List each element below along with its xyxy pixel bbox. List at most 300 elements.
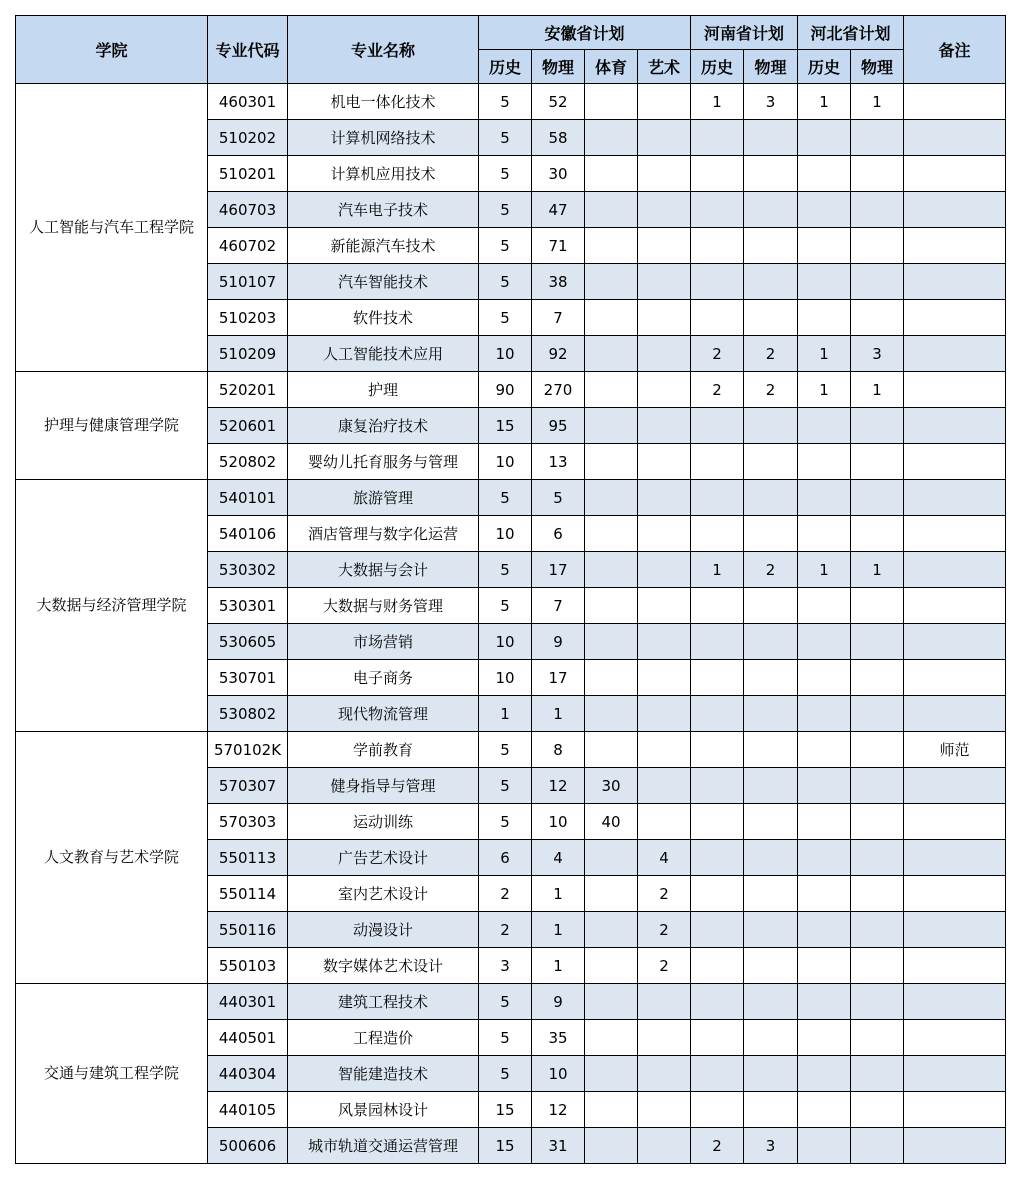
major-code-cell: 530701 (208, 660, 288, 696)
major-name-cell: 新能源汽车技术 (288, 228, 479, 264)
anhui-sports-cell (585, 336, 638, 372)
header-major-code: 专业代码 (208, 16, 288, 84)
anhui-physics-cell: 7 (532, 300, 585, 336)
anhui-physics-cell: 92 (532, 336, 585, 372)
hebei-history-cell (798, 156, 851, 192)
hebei-physics-cell (851, 1128, 904, 1164)
hebei-history-cell (798, 1056, 851, 1092)
major-name-cell: 数字媒体艺术设计 (288, 948, 479, 984)
hebei-history-cell (798, 516, 851, 552)
hebei-physics-cell (851, 300, 904, 336)
henan-physics-cell (744, 1092, 798, 1128)
remark-cell (904, 840, 1006, 876)
remark-cell (904, 480, 1006, 516)
major-name-cell: 康复治疗技术 (288, 408, 479, 444)
major-name-cell: 大数据与财务管理 (288, 588, 479, 624)
henan-history-cell (691, 948, 744, 984)
anhui-sports-cell (585, 192, 638, 228)
henan-history-cell (691, 696, 744, 732)
remark-cell (904, 516, 1006, 552)
remark-cell (904, 336, 1006, 372)
major-name-cell: 护理 (288, 372, 479, 408)
anhui-physics-cell: 4 (532, 840, 585, 876)
anhui-art-cell: 2 (638, 912, 691, 948)
henan-history-cell (691, 264, 744, 300)
major-code-cell: 520201 (208, 372, 288, 408)
hebei-history-cell (798, 408, 851, 444)
hebei-physics-cell (851, 516, 904, 552)
table-row (16, 372, 1006, 408)
major-code-cell: 530605 (208, 624, 288, 660)
anhui-physics-cell: 17 (532, 552, 585, 588)
anhui-sports-cell (585, 1020, 638, 1056)
henan-history-cell (691, 876, 744, 912)
major-name-cell: 工程造价 (288, 1020, 479, 1056)
hebei-history-cell (798, 912, 851, 948)
henan-physics-cell (744, 876, 798, 912)
henan-history-cell (691, 228, 744, 264)
anhui-sports-cell (585, 840, 638, 876)
anhui-sports-cell (585, 732, 638, 768)
hebei-history-cell (798, 768, 851, 804)
henan-physics-cell: 3 (744, 84, 798, 120)
major-code-cell: 500606 (208, 1128, 288, 1164)
hebei-physics-cell (851, 156, 904, 192)
hebei-physics-cell (851, 444, 904, 480)
anhui-physics-cell: 10 (532, 804, 585, 840)
major-code-cell: 530301 (208, 588, 288, 624)
henan-physics-cell (744, 984, 798, 1020)
header-anhui-history: 历史 (479, 50, 532, 84)
major-code-cell: 440501 (208, 1020, 288, 1056)
hebei-physics-cell (851, 120, 904, 156)
major-code-cell: 510201 (208, 156, 288, 192)
header-anhui-physics: 物理 (532, 50, 585, 84)
hebei-physics-cell (851, 264, 904, 300)
anhui-physics-cell: 47 (532, 192, 585, 228)
remark-cell (904, 120, 1006, 156)
remark-cell (904, 1020, 1006, 1056)
hebei-history-cell (798, 984, 851, 1020)
major-code-cell: 510107 (208, 264, 288, 300)
remark-cell: 师范 (904, 732, 1006, 768)
header-anhui-art: 艺术 (638, 50, 691, 84)
major-name-cell: 计算机网络技术 (288, 120, 479, 156)
henan-physics-cell (744, 480, 798, 516)
anhui-physics-cell: 1 (532, 696, 585, 732)
henan-physics-cell (744, 1020, 798, 1056)
anhui-art-cell (638, 624, 691, 660)
remark-cell (904, 372, 1006, 408)
anhui-sports-cell (585, 1092, 638, 1128)
henan-physics-cell: 3 (744, 1128, 798, 1164)
henan-physics-cell: 2 (744, 336, 798, 372)
anhui-art-cell (638, 804, 691, 840)
henan-history-cell (691, 804, 744, 840)
college-cell: 交通与建筑工程学院 (16, 984, 208, 1164)
header-remark: 备注 (904, 16, 1006, 84)
anhui-art-cell: 4 (638, 840, 691, 876)
remark-cell (904, 84, 1006, 120)
anhui-sports-cell (585, 300, 638, 336)
hebei-history-cell (798, 660, 851, 696)
henan-history-cell (691, 732, 744, 768)
anhui-art-cell (638, 228, 691, 264)
major-name-cell: 婴幼儿托育服务与管理 (288, 444, 479, 480)
anhui-art-cell (638, 480, 691, 516)
remark-cell (904, 768, 1006, 804)
major-name-cell: 建筑工程技术 (288, 984, 479, 1020)
hebei-physics-cell (851, 768, 904, 804)
header-henan-physics: 物理 (744, 50, 798, 84)
anhui-art-cell (638, 1020, 691, 1056)
anhui-art-cell (638, 264, 691, 300)
major-code-cell: 550103 (208, 948, 288, 984)
hebei-history-cell (798, 264, 851, 300)
major-code-cell: 550114 (208, 876, 288, 912)
major-name-cell: 计算机应用技术 (288, 156, 479, 192)
major-code-cell: 550116 (208, 912, 288, 948)
anhui-physics-cell: 12 (532, 768, 585, 804)
anhui-sports-cell (585, 228, 638, 264)
henan-physics-cell (744, 408, 798, 444)
henan-physics-cell: 2 (744, 552, 798, 588)
hebei-history-cell (798, 732, 851, 768)
anhui-sports-cell (585, 480, 638, 516)
major-name-cell: 广告艺术设计 (288, 840, 479, 876)
remark-cell (904, 1056, 1006, 1092)
henan-history-cell (691, 480, 744, 516)
anhui-sports-cell (585, 84, 638, 120)
anhui-physics-cell: 17 (532, 660, 585, 696)
header-anhui-plan: 安徽省计划 (479, 16, 691, 50)
college-cell: 大数据与经济管理学院 (16, 480, 208, 732)
major-code-cell: 550113 (208, 840, 288, 876)
hebei-physics-cell (851, 876, 904, 912)
anhui-history-cell: 10 (479, 444, 532, 480)
henan-history-cell (691, 840, 744, 876)
anhui-physics-cell: 1 (532, 876, 585, 912)
hebei-physics-cell (851, 1092, 904, 1128)
header-hebei-physics: 物理 (851, 50, 904, 84)
anhui-physics-cell: 9 (532, 984, 585, 1020)
anhui-history-cell: 5 (479, 156, 532, 192)
henan-physics-cell (744, 660, 798, 696)
major-code-cell: 570307 (208, 768, 288, 804)
hebei-physics-cell (851, 948, 904, 984)
remark-cell (904, 444, 1006, 480)
henan-history-cell: 2 (691, 372, 744, 408)
henan-history-cell (691, 408, 744, 444)
anhui-history-cell: 5 (479, 480, 532, 516)
major-code-cell: 570303 (208, 804, 288, 840)
henan-physics-cell: 2 (744, 372, 798, 408)
major-code-cell: 540106 (208, 516, 288, 552)
major-name-cell: 现代物流管理 (288, 696, 479, 732)
header-anhui-sports: 体育 (585, 50, 638, 84)
hebei-physics-cell (851, 588, 904, 624)
henan-history-cell (691, 1056, 744, 1092)
anhui-sports-cell (585, 408, 638, 444)
remark-cell (904, 1092, 1006, 1128)
anhui-history-cell: 5 (479, 732, 532, 768)
henan-history-cell (691, 516, 744, 552)
henan-physics-cell (744, 948, 798, 984)
hebei-physics-cell: 1 (851, 372, 904, 408)
hebei-history-cell (798, 192, 851, 228)
anhui-art-cell (638, 588, 691, 624)
anhui-sports-cell (585, 588, 638, 624)
anhui-art-cell (638, 1128, 691, 1164)
anhui-sports-cell (585, 1056, 638, 1092)
major-name-cell: 汽车电子技术 (288, 192, 479, 228)
henan-history-cell: 1 (691, 552, 744, 588)
hebei-history-cell (798, 1020, 851, 1056)
anhui-physics-cell: 30 (532, 156, 585, 192)
henan-history-cell (691, 1092, 744, 1128)
henan-physics-cell (744, 300, 798, 336)
anhui-sports-cell (585, 444, 638, 480)
hebei-physics-cell (851, 912, 904, 948)
header-henan-history: 历史 (691, 50, 744, 84)
anhui-physics-cell: 6 (532, 516, 585, 552)
anhui-physics-cell: 5 (532, 480, 585, 516)
major-name-cell: 城市轨道交通运营管理 (288, 1128, 479, 1164)
major-name-cell: 智能建造技术 (288, 1056, 479, 1092)
anhui-history-cell: 15 (479, 1128, 532, 1164)
anhui-history-cell: 5 (479, 984, 532, 1020)
anhui-physics-cell: 1 (532, 912, 585, 948)
hebei-physics-cell (851, 840, 904, 876)
major-name-cell: 学前教育 (288, 732, 479, 768)
hebei-physics-cell (851, 732, 904, 768)
henan-history-cell (691, 444, 744, 480)
hebei-physics-cell (851, 660, 904, 696)
hebei-physics-cell: 1 (851, 552, 904, 588)
hebei-history-cell: 1 (798, 552, 851, 588)
henan-history-cell (691, 984, 744, 1020)
henan-history-cell (691, 156, 744, 192)
hebei-physics-cell (851, 984, 904, 1020)
major-code-cell: 440304 (208, 1056, 288, 1092)
hebei-history-cell: 1 (798, 336, 851, 372)
henan-physics-cell (744, 228, 798, 264)
henan-physics-cell (744, 804, 798, 840)
major-name-cell: 大数据与会计 (288, 552, 479, 588)
anhui-history-cell: 5 (479, 1056, 532, 1092)
henan-physics-cell (744, 192, 798, 228)
henan-history-cell (691, 192, 744, 228)
hebei-physics-cell: 1 (851, 84, 904, 120)
hebei-history-cell (798, 300, 851, 336)
major-code-cell: 460702 (208, 228, 288, 264)
hebei-physics-cell (851, 480, 904, 516)
remark-cell (904, 804, 1006, 840)
henan-history-cell (691, 624, 744, 660)
major-name-cell: 机电一体化技术 (288, 84, 479, 120)
anhui-art-cell (638, 372, 691, 408)
remark-cell (904, 264, 1006, 300)
anhui-sports-cell (585, 876, 638, 912)
henan-history-cell (691, 588, 744, 624)
henan-physics-cell (744, 120, 798, 156)
remark-cell (904, 588, 1006, 624)
anhui-physics-cell: 71 (532, 228, 585, 264)
anhui-physics-cell: 9 (532, 624, 585, 660)
hebei-physics-cell (851, 228, 904, 264)
anhui-history-cell: 15 (479, 1092, 532, 1128)
table-row (16, 732, 1006, 768)
anhui-physics-cell: 8 (532, 732, 585, 768)
henan-physics-cell (744, 264, 798, 300)
anhui-history-cell: 5 (479, 588, 532, 624)
anhui-physics-cell: 13 (532, 444, 585, 480)
hebei-physics-cell (851, 696, 904, 732)
hebei-history-cell (798, 588, 851, 624)
anhui-art-cell (638, 156, 691, 192)
anhui-sports-cell (585, 156, 638, 192)
anhui-sports-cell (585, 624, 638, 660)
hebei-physics-cell (851, 624, 904, 660)
major-name-cell: 旅游管理 (288, 480, 479, 516)
anhui-sports-cell (585, 552, 638, 588)
major-code-cell: 530302 (208, 552, 288, 588)
anhui-sports-cell: 30 (585, 768, 638, 804)
major-code-cell: 440105 (208, 1092, 288, 1128)
anhui-history-cell: 5 (479, 192, 532, 228)
anhui-physics-cell: 12 (532, 1092, 585, 1128)
major-name-cell: 室内艺术设计 (288, 876, 479, 912)
anhui-art-cell (638, 84, 691, 120)
major-code-cell: 440301 (208, 984, 288, 1020)
college-cell: 人文教育与艺术学院 (16, 732, 208, 984)
major-name-cell: 运动训练 (288, 804, 479, 840)
major-name-cell: 市场营销 (288, 624, 479, 660)
major-code-cell: 520802 (208, 444, 288, 480)
henan-physics-cell (744, 588, 798, 624)
hebei-history-cell (798, 1092, 851, 1128)
header-major-name: 专业名称 (288, 16, 479, 84)
anhui-physics-cell: 270 (532, 372, 585, 408)
anhui-art-cell (638, 660, 691, 696)
anhui-art-cell (638, 408, 691, 444)
anhui-art-cell (638, 120, 691, 156)
anhui-sports-cell (585, 120, 638, 156)
remark-cell (904, 300, 1006, 336)
remark-cell (904, 984, 1006, 1020)
hebei-history-cell: 1 (798, 372, 851, 408)
anhui-sports-cell: 40 (585, 804, 638, 840)
henan-physics-cell (744, 516, 798, 552)
henan-history-cell (691, 300, 744, 336)
remark-cell (904, 948, 1006, 984)
major-name-cell: 人工智能技术应用 (288, 336, 479, 372)
anhui-physics-cell: 1 (532, 948, 585, 984)
anhui-sports-cell (585, 948, 638, 984)
header-hebei-history: 历史 (798, 50, 851, 84)
anhui-physics-cell: 58 (532, 120, 585, 156)
anhui-history-cell: 10 (479, 660, 532, 696)
henan-physics-cell (744, 912, 798, 948)
remark-cell (904, 876, 1006, 912)
anhui-sports-cell (585, 264, 638, 300)
major-name-cell: 健身指导与管理 (288, 768, 479, 804)
major-code-cell: 510202 (208, 120, 288, 156)
anhui-sports-cell (585, 372, 638, 408)
table-row (16, 480, 1006, 516)
anhui-sports-cell (585, 912, 638, 948)
hebei-physics-cell (851, 804, 904, 840)
henan-physics-cell (744, 156, 798, 192)
anhui-art-cell (638, 1092, 691, 1128)
major-code-cell: 460301 (208, 84, 288, 120)
anhui-history-cell: 10 (479, 516, 532, 552)
anhui-art-cell: 2 (638, 876, 691, 912)
henan-physics-cell (744, 840, 798, 876)
remark-cell (904, 192, 1006, 228)
major-code-cell: 570102K (208, 732, 288, 768)
hebei-history-cell (798, 444, 851, 480)
henan-history-cell (691, 912, 744, 948)
anhui-physics-cell: 35 (532, 1020, 585, 1056)
anhui-history-cell: 5 (479, 84, 532, 120)
anhui-history-cell: 6 (479, 840, 532, 876)
table-body (16, 84, 1006, 1164)
anhui-history-cell: 15 (479, 408, 532, 444)
henan-physics-cell (744, 732, 798, 768)
major-code-cell: 520601 (208, 408, 288, 444)
anhui-history-cell: 2 (479, 876, 532, 912)
anhui-physics-cell: 7 (532, 588, 585, 624)
hebei-history-cell: 1 (798, 84, 851, 120)
hebei-history-cell (798, 228, 851, 264)
remark-cell (904, 696, 1006, 732)
henan-physics-cell (744, 624, 798, 660)
anhui-physics-cell: 31 (532, 1128, 585, 1164)
anhui-art-cell (638, 984, 691, 1020)
remark-cell (904, 156, 1006, 192)
major-name-cell: 汽车智能技术 (288, 264, 479, 300)
henan-history-cell (691, 660, 744, 696)
major-name-cell: 酒店管理与数字化运营 (288, 516, 479, 552)
major-code-cell: 460703 (208, 192, 288, 228)
hebei-history-cell (798, 840, 851, 876)
remark-cell (904, 660, 1006, 696)
hebei-history-cell (798, 1128, 851, 1164)
anhui-art-cell (638, 696, 691, 732)
anhui-physics-cell: 52 (532, 84, 585, 120)
anhui-physics-cell: 10 (532, 1056, 585, 1092)
henan-physics-cell (744, 1056, 798, 1092)
anhui-art-cell (638, 768, 691, 804)
anhui-art-cell (638, 516, 691, 552)
hebei-physics-cell (851, 1056, 904, 1092)
anhui-sports-cell (585, 516, 638, 552)
table-row (16, 84, 1006, 120)
hebei-history-cell (798, 480, 851, 516)
remark-cell (904, 624, 1006, 660)
header-college: 学院 (16, 16, 208, 84)
anhui-history-cell: 90 (479, 372, 532, 408)
major-name-cell: 风景园林设计 (288, 1092, 479, 1128)
anhui-art-cell (638, 300, 691, 336)
henan-physics-cell (744, 768, 798, 804)
henan-history-cell (691, 120, 744, 156)
anhui-history-cell: 5 (479, 804, 532, 840)
hebei-history-cell (798, 696, 851, 732)
major-code-cell: 510203 (208, 300, 288, 336)
hebei-physics-cell: 3 (851, 336, 904, 372)
